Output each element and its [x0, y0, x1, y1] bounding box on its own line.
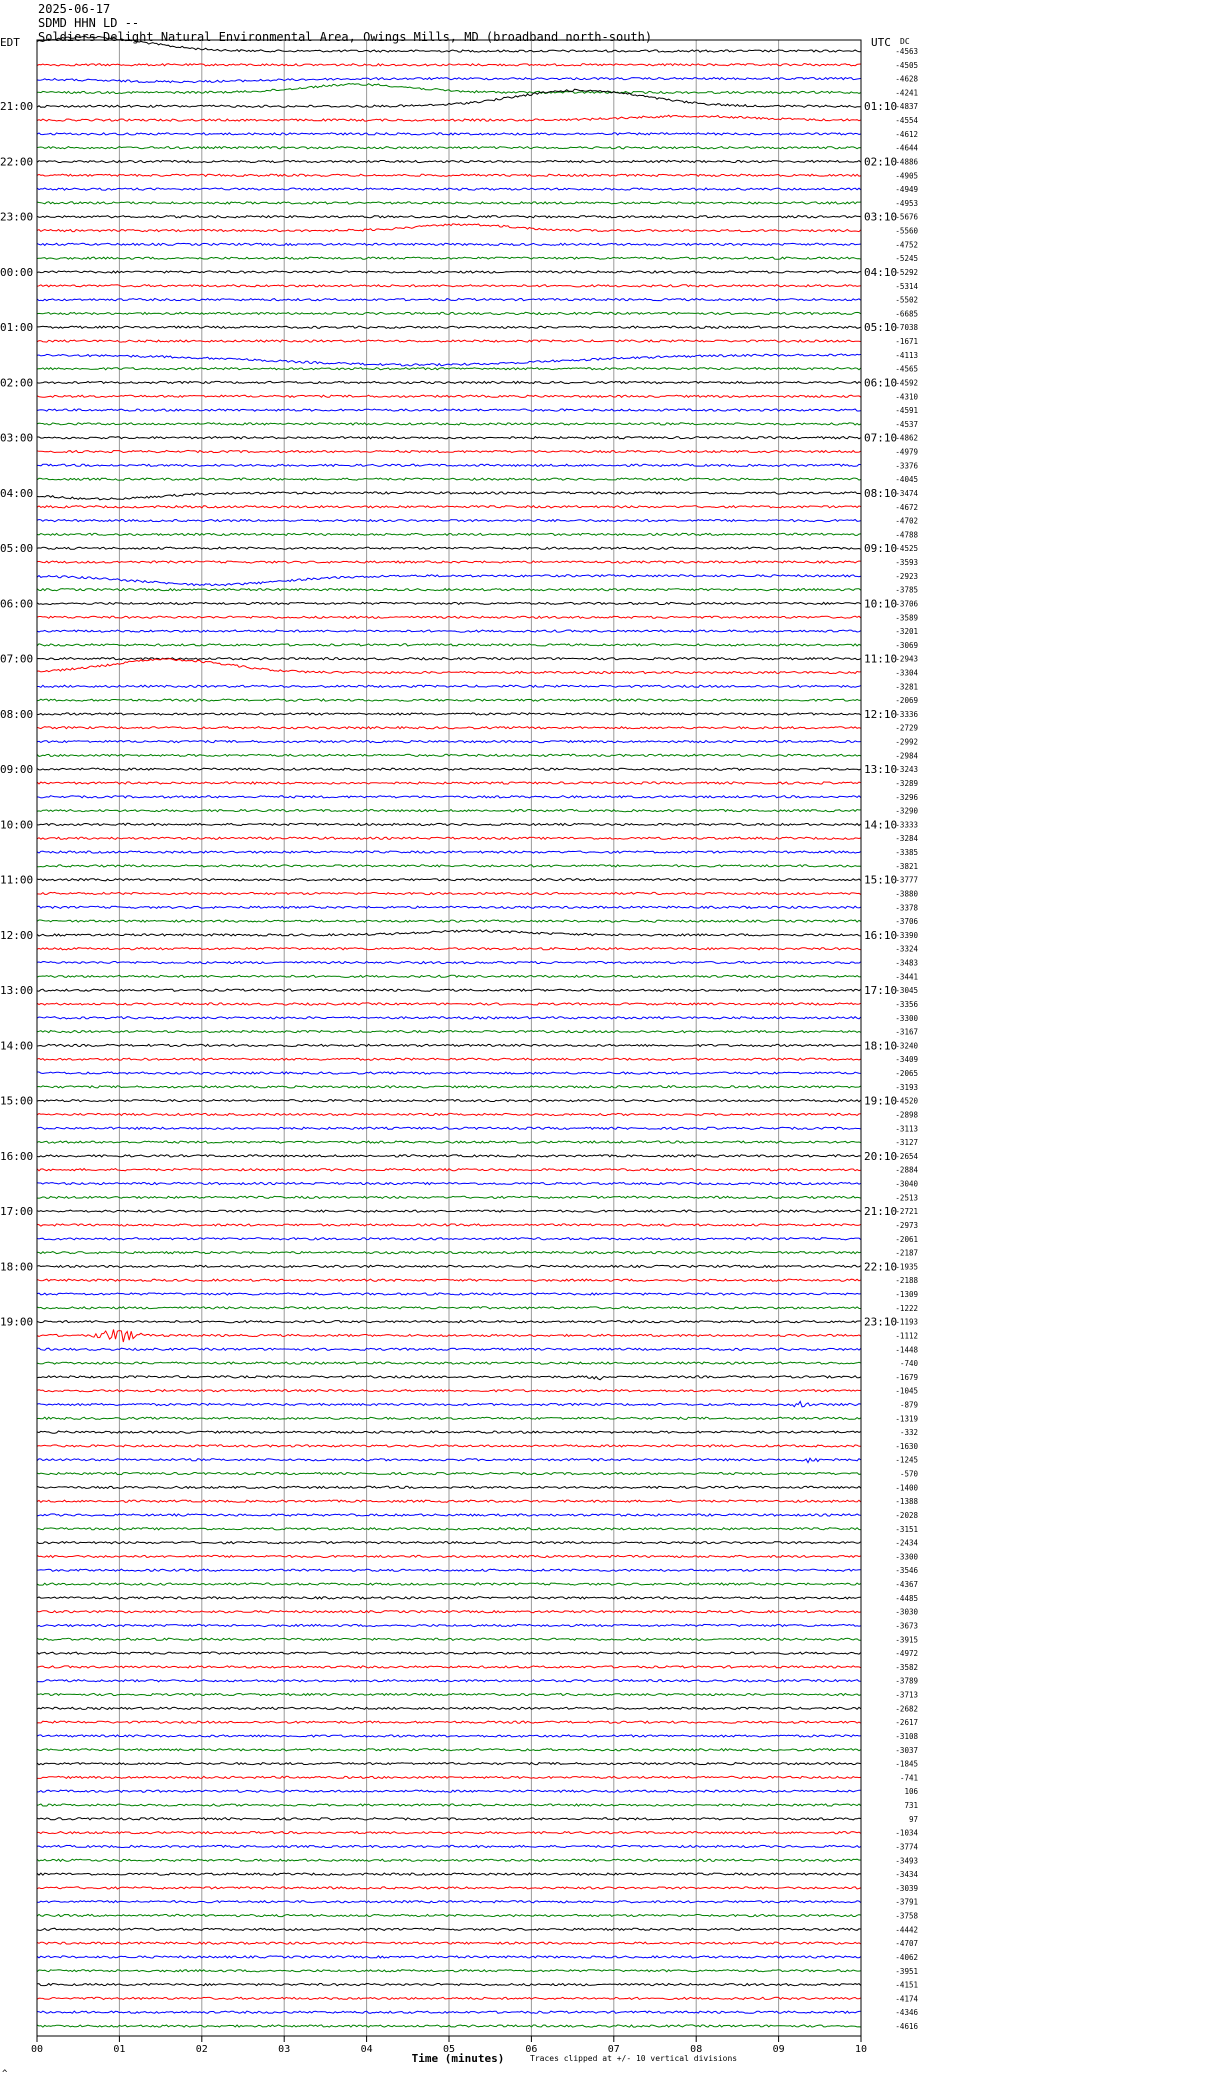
- clip-note: Traces clipped at +/- 10 vertical divisions: [530, 2054, 738, 2063]
- utc-hour-label: 21:10: [864, 1205, 898, 1219]
- trace-offset-label: -4886: [895, 157, 918, 167]
- trace-offset-label: -332: [899, 1428, 918, 1438]
- trace-offset-label: -2513: [895, 1193, 918, 1203]
- utc-hour-label: 01:10: [864, 100, 898, 114]
- trace-offset-label: -5560: [895, 226, 918, 236]
- trace-offset-label: -3483: [895, 958, 918, 968]
- trace-offset-label: 731: [904, 1801, 918, 1811]
- trace-offset-label: -2617: [895, 1718, 918, 1728]
- trace-offset-label: -4862: [895, 433, 918, 443]
- trace-offset-labels: [895, 47, 918, 2031]
- trace-offset-label: -4707: [895, 1939, 918, 1949]
- trace-offset-label: -2434: [895, 1538, 918, 1548]
- trace-offset-label: -4520: [895, 1096, 918, 1106]
- x-tick-label: 03: [278, 2044, 291, 2055]
- trace-offset-label: -3774: [895, 1842, 918, 1852]
- edt-hour-label: 03:00: [0, 431, 34, 445]
- trace-offset-label: -5676: [895, 212, 918, 222]
- trace-offset-label: -3593: [895, 558, 918, 568]
- edt-hour-label: 10:00: [0, 818, 34, 832]
- trace-offset-label: -3296: [895, 792, 918, 802]
- edt-hour-label: 22:00: [0, 155, 34, 169]
- trace-offset-label: -3040: [895, 1179, 918, 1189]
- trace-offset-label: -2884: [895, 1165, 918, 1175]
- trace-offset-label: -2729: [895, 723, 918, 733]
- trace-offset-label: -3127: [895, 1138, 918, 1148]
- edt-hour-labels: [0, 100, 33, 1328]
- dc-label: DC: [900, 37, 910, 46]
- x-tick-label: 09: [772, 2044, 785, 2055]
- trace-offset-label: -4554: [895, 116, 918, 126]
- trace-offset-label: -2898: [895, 1110, 918, 1120]
- trace-offset-label: -4241: [895, 88, 918, 98]
- utc-hour-label: 15:10: [864, 873, 898, 887]
- trace-offset-label: -4563: [895, 47, 918, 56]
- edt-hour-label: 07:00: [0, 652, 34, 666]
- edt-hour-label: 01:00: [0, 321, 34, 335]
- trace-offset-label: -4505: [895, 60, 918, 70]
- trace-offset-label: -3069: [895, 640, 918, 650]
- trace-offset-label: -2973: [895, 1220, 918, 1230]
- edt-hour-label: 21:00: [0, 100, 34, 114]
- station-code: SDMD HHN LD --: [38, 16, 140, 30]
- trace-offset-label: -4628: [895, 74, 918, 84]
- utc-hour-label: 23:10: [864, 1315, 898, 1329]
- edt-hour-label: 11:00: [0, 873, 34, 887]
- trace-offset-label: -3333: [895, 820, 918, 830]
- trace-offset-label: -3281: [895, 682, 918, 692]
- trace-offset-label: -3324: [895, 944, 918, 954]
- trace-offset-label: -3546: [895, 1566, 918, 1576]
- trace-offset-label: -3243: [895, 765, 918, 775]
- trace-offset-label: -4949: [895, 185, 918, 195]
- trace-offset-label: -4525: [895, 544, 918, 554]
- trace-offset-label: -4062: [895, 1952, 918, 1962]
- trace-offset-label: -5292: [895, 267, 918, 277]
- edt-hour-label: 02:00: [0, 376, 34, 390]
- trace-offset-label: -1193: [895, 1317, 918, 1327]
- trace-offset-label: -3474: [895, 488, 918, 498]
- station-location: Soldiers Delight Natural Environmental Area, Owings Mills, MD (broadband north-south): [38, 30, 653, 44]
- trace-offset-label: -1245: [895, 1455, 918, 1465]
- trace-offset-label: -3378: [895, 903, 918, 913]
- trace-offset-label: -3193: [895, 1082, 918, 1092]
- trace-offset-label: -4612: [895, 129, 918, 139]
- x-tick-label: 04: [360, 2044, 373, 2055]
- utc-hour-label: 19:10: [864, 1094, 898, 1108]
- trace-offset-label: -4485: [895, 1593, 918, 1603]
- trace-offset-label: -2187: [895, 1248, 918, 1258]
- trace-offset-label: 106: [904, 1787, 918, 1797]
- trace-offset-label: -1630: [895, 1441, 918, 1451]
- trace-offset-label: -6685: [895, 309, 918, 319]
- trace-offset-label: -1034: [895, 1828, 918, 1838]
- trace-offset-label: -3493: [895, 1856, 918, 1866]
- trace-offset-label: -3880: [895, 889, 918, 899]
- trace-offset-label: -4045: [895, 475, 918, 485]
- trace-offset-label: -2943: [895, 654, 918, 664]
- trace-offset-label: -3713: [895, 1690, 918, 1700]
- trace-offset-label: -3673: [895, 1621, 918, 1631]
- trace-offset-label: -4752: [895, 240, 918, 250]
- trace-offset-label: -3376: [895, 461, 918, 471]
- utc-hour-label: 14:10: [864, 818, 898, 832]
- trace-offset-label: -2028: [895, 1510, 918, 1520]
- trace-offset-label: -7038: [895, 323, 918, 333]
- trace-offset-label: -3385: [895, 848, 918, 858]
- edt-label: EDT: [0, 36, 20, 49]
- utc-label: UTC: [871, 36, 891, 49]
- trace-offset-label: -2721: [895, 1207, 918, 1217]
- trace-offset-label: -4953: [895, 198, 918, 208]
- trace-offset-label: -3409: [895, 1055, 918, 1065]
- trace-offset-label: -741: [899, 1773, 918, 1783]
- trace-offset-label: -3201: [895, 627, 918, 637]
- x-tick-label: 07: [607, 2044, 620, 2055]
- trace-offset-label: -4672: [895, 502, 918, 512]
- trace-offset-label: -3785: [895, 585, 918, 595]
- trace-offset-label: -3758: [895, 1911, 918, 1921]
- edt-hour-label: 16:00: [0, 1149, 34, 1163]
- utc-hour-label: 07:10: [864, 431, 898, 445]
- trace-offset-label: 97: [908, 1814, 918, 1824]
- x-tick-label: 00: [30, 2044, 44, 2055]
- trace-offset-label: -1845: [895, 1759, 918, 1769]
- trace-offset-label: -2654: [895, 1151, 918, 1161]
- trace-offset-label: -3108: [895, 1731, 918, 1741]
- utc-hour-label: 22:10: [864, 1260, 898, 1274]
- trace-offset-label: -3300: [895, 1552, 918, 1562]
- trace-offset-label: -3589: [895, 613, 918, 623]
- trace-offset-label: -5245: [895, 254, 918, 264]
- edt-hour-label: 15:00: [0, 1094, 34, 1108]
- trace-offset-label: -1388: [895, 1497, 918, 1507]
- x-tick-label: 05: [442, 2044, 456, 2055]
- trace-offset-label: -3290: [895, 806, 918, 816]
- edt-hour-label: 09:00: [0, 763, 34, 777]
- trace-offset-label: -3390: [895, 930, 918, 940]
- trace-offset-label: -3582: [895, 1662, 918, 1672]
- x-tick-label: 10: [854, 2044, 868, 2055]
- trace-offset-label: -2061: [895, 1234, 918, 1244]
- edt-hour-label: 06:00: [0, 597, 34, 611]
- utc-hour-label: 13:10: [864, 763, 898, 777]
- edt-hour-label: 17:00: [0, 1205, 34, 1219]
- trace-offset-label: -570: [899, 1469, 918, 1479]
- edt-hour-label: 05:00: [0, 542, 34, 556]
- plot-date: 2025-06-17: [38, 2, 111, 16]
- edt-hour-label: 23:00: [0, 210, 34, 224]
- trace-offset-label: -3113: [895, 1124, 918, 1134]
- trace-offset-label: -4616: [895, 2022, 918, 2031]
- trace-offset-label: -3706: [895, 599, 918, 609]
- trace-offset-label: -3289: [895, 778, 918, 788]
- utc-hour-label: 18:10: [864, 1039, 898, 1053]
- trace-offset-label: -4174: [895, 1994, 918, 2004]
- utc-hour-label: 10:10: [864, 597, 898, 611]
- trace-offset-label: -3336: [895, 709, 918, 719]
- trace-offset-label: -3821: [895, 861, 918, 871]
- trace-offset-label: -3356: [895, 999, 918, 1009]
- trace-offset-label: -3434: [895, 1870, 918, 1880]
- trace-offset-label: -1222: [895, 1303, 918, 1313]
- trace-offset-label: -3167: [895, 1027, 918, 1037]
- trace-offset-label: -1400: [895, 1483, 918, 1493]
- edt-hour-label: 00:00: [0, 265, 34, 279]
- trace-offset-label: -3240: [895, 1041, 918, 1051]
- trace-offset-label: -4979: [895, 447, 918, 457]
- trace-offset-label: -740: [899, 1359, 918, 1369]
- edt-hour-label: 08:00: [0, 707, 34, 721]
- x-axis-title: Time (minutes): [411, 2052, 505, 2065]
- trace-offset-label: -3951: [895, 1966, 918, 1976]
- trace-offset-label: -3706: [895, 917, 918, 927]
- trace-offset-label: -2923: [895, 571, 918, 581]
- x-tick-label: 02: [195, 2044, 208, 2055]
- trace-offset-label: -4788: [895, 530, 918, 540]
- edt-hour-label: 12:00: [0, 928, 34, 942]
- trace-offset-label: -1319: [895, 1414, 918, 1424]
- trace-offset-label: -879: [899, 1400, 918, 1410]
- corner-caret: ^: [2, 2069, 8, 2079]
- trace-offset-label: -3045: [895, 986, 918, 996]
- utc-hour-label: 17:10: [864, 984, 898, 998]
- trace-offset-label: -1045: [895, 1386, 918, 1396]
- utc-hour-label: 05:10: [864, 321, 898, 335]
- trace-offset-label: -1935: [895, 1262, 918, 1272]
- trace-offset-label: -4442: [895, 1925, 918, 1935]
- utc-hour-label: 02:10: [864, 155, 898, 169]
- x-tick-label: 01: [113, 2044, 126, 2055]
- trace-offset-label: -4537: [895, 419, 918, 429]
- trace-offset-label: -4367: [895, 1580, 918, 1590]
- trace-offset-label: -4591: [895, 406, 918, 416]
- trace-offset-label: -1448: [895, 1345, 918, 1355]
- trace-offset-label: -4565: [895, 364, 918, 374]
- edt-hour-label: 18:00: [0, 1260, 34, 1274]
- trace-offset-label: -4644: [895, 143, 918, 153]
- utc-hour-label: 12:10: [864, 707, 898, 721]
- trace-offset-label: -2682: [895, 1704, 918, 1714]
- trace-offset-label: -3791: [895, 1897, 918, 1907]
- trace-offset-label: -3441: [895, 972, 918, 982]
- trace-offset-label: -3030: [895, 1607, 918, 1617]
- trace-offset-label: -3037: [895, 1745, 918, 1755]
- trace-offset-label: -4346: [895, 2008, 918, 2018]
- utc-hour-label: 20:10: [864, 1149, 898, 1163]
- edt-hour-label: 04:00: [0, 486, 34, 500]
- trace-offset-label: -4972: [895, 1649, 918, 1659]
- utc-hour-label: 04:10: [864, 265, 898, 279]
- trace-offset-label: -1679: [895, 1372, 918, 1382]
- trace-offset-label: -2069: [895, 696, 918, 706]
- trace-offset-label: -3789: [895, 1676, 918, 1686]
- trace-offset-label: -4592: [895, 378, 918, 388]
- utc-hour-label: 16:10: [864, 928, 898, 942]
- trace-offset-label: -3151: [895, 1524, 918, 1534]
- trace-offset-label: -5502: [895, 295, 918, 305]
- edt-hour-label: 13:00: [0, 984, 34, 998]
- trace-offset-label: -2992: [895, 737, 918, 747]
- utc-hour-label: 09:10: [864, 542, 898, 556]
- trace-offset-label: -3284: [895, 834, 918, 844]
- trace-offset-label: -3304: [895, 668, 918, 678]
- trace-offset-label: -2188: [895, 1276, 918, 1286]
- trace-offset-label: -4702: [895, 516, 918, 526]
- trace-offset-label: -2984: [895, 751, 918, 761]
- trace-offset-label: -3777: [895, 875, 918, 885]
- utc-hour-label: 11:10: [864, 652, 898, 666]
- utc-hour-labels: [864, 100, 897, 1328]
- trace-offset-label: -3300: [895, 1013, 918, 1023]
- trace-offset-label: -1671: [895, 337, 918, 347]
- edt-hour-label: 19:00: [0, 1315, 34, 1329]
- trace-offset-label: -4837: [895, 102, 918, 112]
- trace-offset-label: -3039: [895, 1883, 918, 1893]
- edt-hour-label: 14:00: [0, 1039, 34, 1053]
- x-tick-label: 08: [690, 2044, 703, 2055]
- utc-hour-label: 03:10: [864, 210, 898, 224]
- trace-offset-label: -4905: [895, 171, 918, 181]
- trace-offset-label: -1309: [895, 1290, 918, 1300]
- trace-offset-label: -3915: [895, 1635, 918, 1645]
- trace-offset-label: -4113: [895, 350, 918, 360]
- trace-offset-label: -4151: [895, 1980, 918, 1990]
- trace-offset-label: -5314: [895, 281, 918, 291]
- x-tick-label: 06: [525, 2044, 538, 2055]
- trace-offset-label: -2065: [895, 1069, 918, 1079]
- utc-hour-label: 08:10: [864, 486, 898, 500]
- trace-offset-label: -4310: [895, 392, 918, 402]
- trace-offset-label: -1112: [895, 1331, 918, 1341]
- utc-hour-label: 06:10: [864, 376, 898, 390]
